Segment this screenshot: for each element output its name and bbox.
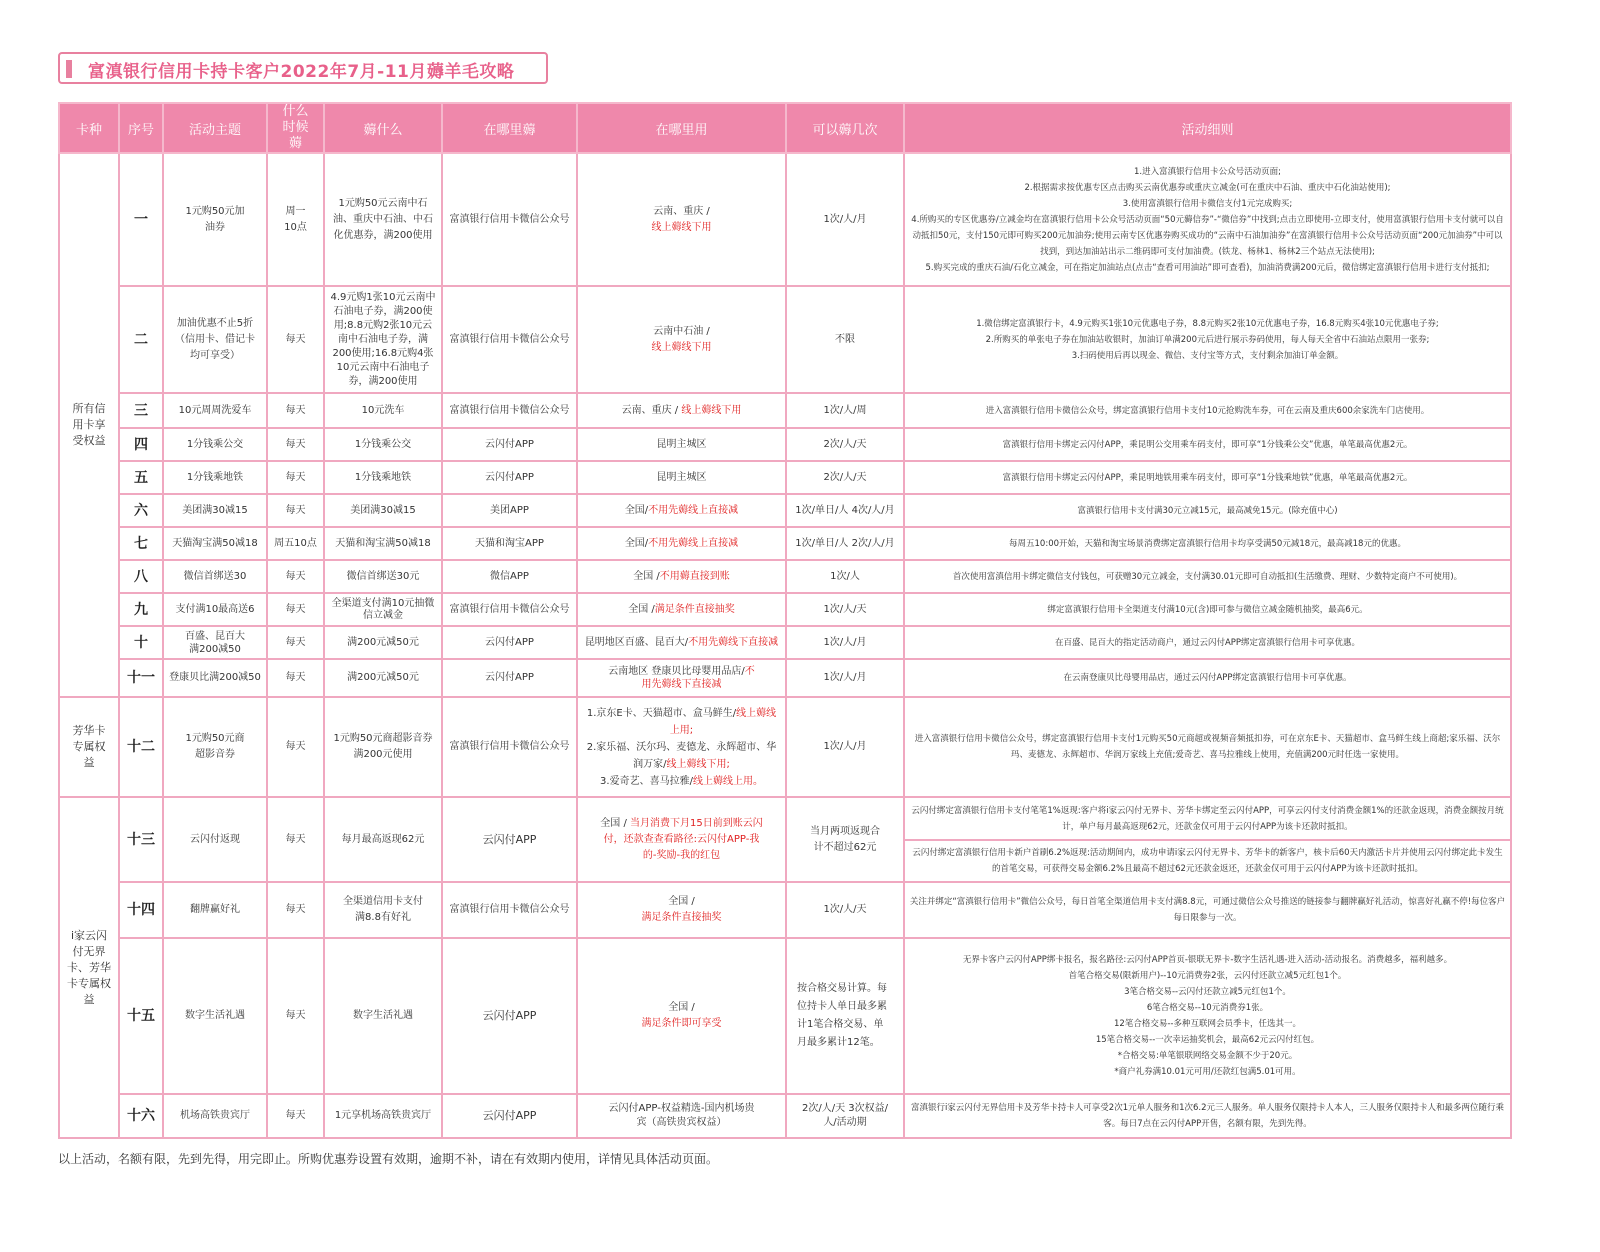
row-times: 2次/人/天 3次权益/人/活动期: [786, 1094, 904, 1138]
header-theme: 活动主题: [163, 103, 267, 153]
row-what: 每月最高返现62元: [324, 797, 442, 882]
row-theme: 数字生活礼遇: [163, 938, 267, 1094]
row-index: 七: [119, 527, 163, 560]
row-details: 富滇银行信用卡绑定云闪付APP，乘昆明公交用乘车码支付，即可享“1分钱乘公交”优惠，单笔最高优惠2元。: [904, 428, 1511, 461]
row-use: 全国 /不用薅直接到账: [577, 560, 786, 593]
footer-note: 以上活动，名额有限，先到先得，用完即止。所购优惠券设置有效期，逾期不补，请在有效期内使用，详情见具体活动页面。: [58, 1152, 719, 1166]
row-details: 云闪付绑定富滇银行信用卡支付笔笔1%返现:客户将i家云闪付无界卡、芳华卡绑定至云闪付APP，可享云闪付支付消费金额1%的还款金返现，消费金额按月统计，单户每月最高返现62元，还款金仅可用于云闪付APP为该卡还款时抵扣。 云闪付绑定富滇银行信用卡新户首刷6.2%返现:活动期间内，成功申请i家云闪付无界卡、芳华卡的新客户，核卡后60天内激活卡片并使用云闪付绑定此卡发生的首笔交易，可获得交易金额6.2%且最高不超过62元还款金返还，还款金仅可用于云闪付APP为该卡还款时抵扣。: [904, 797, 1511, 882]
row-index: 十一: [119, 659, 163, 697]
row-theme: 支付满10最高送6: [163, 593, 267, 626]
row-details: 进入富滇银行信用卡微信公众号，绑定富滇银行信用卡支付1元购买50元商超或视频音频抵扣券，可在京东E卡、天猫超市、盒马鲜生线上商超;家乐福、沃尔玛、麦德龙、永辉超市、华润万家线上充值;爱奇艺、喜马拉雅线上使用，充值满200元时任选一家使用。: [904, 697, 1511, 797]
row-where: 云闪付APP: [442, 461, 577, 494]
row-what: 天猫和淘宝满50减18: [324, 527, 442, 560]
row-use: 全国/不用先薅线上直接减: [577, 494, 786, 527]
row-what: 4.9元购1张10元云南中石油电子券，满200使用;8.8元购2张10元云南中石油电子券，满200使用;16.8元购4张10元云南中石油电子券，满200使用: [324, 286, 442, 393]
header-index: 序号: [119, 103, 163, 153]
table-row: [59, 286, 1511, 393]
row-index: 一: [119, 153, 163, 286]
row-times: 1次/人: [786, 560, 904, 593]
row-times: 按合格交易计算。每位持卡人单日最多累计1笔合格交易、单月最多累计12笔。: [786, 938, 904, 1094]
row-theme: 1分钱乘公交: [163, 428, 267, 461]
row-where: 富滇银行信用卡微信公众号: [442, 697, 577, 797]
table-row: [59, 560, 1511, 593]
row-where: 云闪付APP: [442, 659, 577, 697]
row-use: 云南、重庆 / 线上薅线下用: [577, 393, 786, 428]
row-index: 九: [119, 593, 163, 626]
use-highlight: 线上薅线下用: [651, 221, 712, 233]
row-times: 1次/人/月: [786, 697, 904, 797]
row-details: 每周五10:00开始，天猫和淘宝场景消费绑定富滇银行信用卡均享受满50元减18元，最高减18元的优惠。: [904, 527, 1511, 560]
table-row: [59, 1094, 1511, 1138]
table-row: [59, 882, 1511, 938]
table-row: [59, 461, 1511, 494]
row-details: 在云南登康贝比母婴用品店，通过云闪付APP绑定富滇银行信用卡可享优惠。: [904, 659, 1511, 697]
activity-table: [58, 102, 1512, 1139]
row-when: 每天: [267, 560, 324, 593]
row-index: 十三: [119, 797, 163, 882]
row-times: 当月两项返现合计不超过62元: [786, 797, 904, 882]
row-what: 1分钱乘地铁: [324, 461, 442, 494]
row-use: 全国 / 满足条件直接抽奖: [577, 882, 786, 938]
row-use: 全国/不用先薅线上直接减: [577, 527, 786, 560]
row-theme: 百盛、昆百大满200减50: [163, 626, 267, 659]
row-what: 10元洗车: [324, 393, 442, 428]
row-index: 十四: [119, 882, 163, 938]
row-details: 无界卡客户云闪付APP绑卡报名，报名路径:云闪付APP首页-银联无界卡-数字生活礼遇-进入活动-活动报名。消费越多，福利越多。 首笔合格交易(限新用户)--10元消费券2张，云闪付还款立减5元红包1个。 3笔合格交易--云闪付还款立减5元红包1个。 6笔合格交易--10元消费券1张。 12笔合格交易--多种互联网会员季卡，任选其一。 15笔合格交易--一次幸运抽奖机会，最高62元云闪付红包。 *合格交易:单笔银联网络交易金额不少于20元。 *商户礼券满10.01元可用/还款红包满5.01可用。: [904, 938, 1511, 1094]
row-times: 1次/单日/人 2次/人/月: [786, 527, 904, 560]
row-where: 云闪付APP: [442, 1094, 577, 1138]
row-index: 八: [119, 560, 163, 593]
table-row: [59, 797, 1511, 882]
row-when: 每天: [267, 659, 324, 697]
row-theme: 机场高铁贵宾厅: [163, 1094, 267, 1138]
row-theme: 云闪付返现: [163, 797, 267, 882]
header-when: 什么时候薅: [267, 103, 324, 153]
header-details: 活动细则: [904, 103, 1511, 153]
row-times: 1次/人/周: [786, 393, 904, 428]
row-details: 1.进入富滇银行信用卡公众号活动页面; 2.根据需求按优惠专区点击购买云南优惠券或重庆立减金(可在重庆中石油、重庆中石化油站使用); 3.使用富滇银行信用卡微信支付1元完成购买; 4.所购买的专区优惠券/立减金均在富滇银行信用卡公众号活动页面“50元薅信券”-“微信券”中找到;点击立即使用-立即支付，使用富滇银行信用卡支付就可以自动抵扣50元，支付150元即可购买200元加油券;使用云南专区优惠券购买成功的“云南中石油加油券”在富滇银行信用卡公众号活动页面“200元加油券”中可以找到，到达加油站出示二维码即可支付加油费。(铁龙、杨林1、杨林2三个站点无法使用); 5.购买完成的重庆石油/石化立减金，可在指定加油站点(点击“查看可用油站”即可查看)，加油消费满200元后，微信绑定富滇银行信用卡进行支付抵扣;: [904, 153, 1511, 286]
row-when: 每天: [267, 494, 324, 527]
row-details: 首次使用富滇信用卡绑定微信支付钱包，可获赠30元立减金，支付满30.01元即可自动抵扣(生活缴费、理财、少数特定商户不可使用)。: [904, 560, 1511, 593]
title-accent-bar: [66, 60, 72, 78]
page-title: 富滇银行信用卡持卡客户2022年7月-11月薅羊毛攻略: [88, 62, 515, 82]
row-use: 全国 / 满足条件即可享受: [577, 938, 786, 1094]
row-what: 1元享机场高铁贵宾厅: [324, 1094, 442, 1138]
row-details: 进入富滇银行信用卡微信公众号，绑定富滇银行信用卡支付10元抢购洗车券，可在云南及重庆600余家洗车门店使用。: [904, 393, 1511, 428]
row-details: 富滇银行信用卡绑定云闪付APP，乘昆明地铁用乘车码支付，即可享“1分钱乘地铁”优惠，单笔最高优惠2元。: [904, 461, 1511, 494]
row-use: 云南中石油 / 线上薅线下用: [577, 286, 786, 393]
table-header-row: [59, 103, 1511, 153]
table-row: [59, 938, 1511, 1094]
header-times: 可以薅几次: [786, 103, 904, 153]
row-where: 富滇银行信用卡微信公众号: [442, 393, 577, 428]
row-where: 天猫和淘宝APP: [442, 527, 577, 560]
row-where: 云闪付APP: [442, 797, 577, 882]
row-index: 十二: [119, 697, 163, 797]
row-theme: 10元周周洗爱车: [163, 393, 267, 428]
row-when: 每天: [267, 393, 324, 428]
row-when: 每天: [267, 882, 324, 938]
row-what: 微信首绑送30元: [324, 560, 442, 593]
table-row: [59, 593, 1511, 626]
row-use: 全国 /满足条件直接抽奖: [577, 593, 786, 626]
row-where: 富滇银行信用卡微信公众号: [442, 882, 577, 938]
row-use: 昆明主城区: [577, 461, 786, 494]
row-index: 十五: [119, 938, 163, 1094]
row-index: 五: [119, 461, 163, 494]
row-times: 1次/人/天: [786, 593, 904, 626]
row-what: 满200元减50元: [324, 659, 442, 697]
row-what: 1分钱乘公交: [324, 428, 442, 461]
table-row: [59, 626, 1511, 659]
row-use: 昆明地区百盛、昆百大/不用先薅线下直接减: [577, 626, 786, 659]
table-row: [59, 393, 1511, 428]
table-row: [59, 428, 1511, 461]
row-when: 每天: [267, 1094, 324, 1138]
row-when: 每天: [267, 938, 324, 1094]
card-group-ijia-fanghua: i家云闪付无界卡、芳华卡专属权益: [59, 797, 119, 1138]
row-what: 1元购50元商超影音券满200元使用: [324, 697, 442, 797]
row-use: 云南地区 登康贝比母婴用品店/不用先薅线下直接减: [577, 659, 786, 697]
card-group-fanghua: 芳华卡专属权益: [59, 697, 119, 797]
row-when: 每天: [267, 697, 324, 797]
row-when: 周五10点: [267, 527, 324, 560]
table-row: [59, 697, 1511, 797]
row-use: 全国 / 当月消费下月15日前到账云闪付，还款查查看路径:云闪付APP-我的-奖励-我的红包: [577, 797, 786, 882]
row-index: 六: [119, 494, 163, 527]
row-what: 全渠道支付满10元抽微信立减金: [324, 593, 442, 626]
row-when: 每天: [267, 797, 324, 882]
header-card-type: 卡种: [59, 103, 119, 153]
row-where: 美团APP: [442, 494, 577, 527]
row-details: 关注并绑定“富滇银行信用卡”微信公众号，每日首笔全渠道信用卡支付满8.8元，可通过微信公众号推送的链接参与翻牌赢好礼活动，惊喜好礼赢不停!每位客户每日限参与一次。: [904, 882, 1511, 938]
row-theme: 登康贝比满200减50: [163, 659, 267, 697]
row-where: 富滇银行信用卡微信公众号: [442, 286, 577, 393]
row-what: 数字生活礼遇: [324, 938, 442, 1094]
use-text: 云南、重庆 /: [653, 205, 710, 217]
row-index: 二: [119, 286, 163, 393]
row-when: 每天: [267, 626, 324, 659]
row-times: 2次/人/天: [786, 428, 904, 461]
row-when: 每天: [267, 286, 324, 393]
row-times: 1次/人/月: [786, 153, 904, 286]
row-times: 1次/单日/人 4次/人/月: [786, 494, 904, 527]
table-row: [59, 527, 1511, 560]
card-group-all: 所有信用卡享受权益: [59, 153, 119, 697]
row-index: 三: [119, 393, 163, 428]
row-times: 不限: [786, 286, 904, 393]
row-times: 1次/人/月: [786, 659, 904, 697]
row-theme: 翻牌赢好礼: [163, 882, 267, 938]
table-row: [59, 494, 1511, 527]
row-details: 在百盛、昆百大的指定活动商户，通过云闪付APP绑定富滇银行信用卡可享优惠。: [904, 626, 1511, 659]
header-where-get: 在哪里薅: [442, 103, 577, 153]
title-box: [58, 52, 548, 84]
row-index: 四: [119, 428, 163, 461]
row-use: 1.京东E卡、天猫超市、盒马鲜生/线上薅线上用; 2.家乐福、沃尔玛、麦德龙、永辉超市、华润万家/线上薅线下用; 3.爱奇艺、喜马拉雅/线上薅线上用。: [577, 697, 786, 797]
row-where: 微信APP: [442, 560, 577, 593]
row-where: 云闪付APP: [442, 626, 577, 659]
row-use: 昆明主城区: [577, 428, 786, 461]
row-use: 云闪付APP-权益精选-国内机场贵宾（高铁贵宾权益）: [577, 1094, 786, 1138]
row-details: 富滇银行i家云闪付无界信用卡及芳华卡持卡人可享受2次1元单人服务和1次6.2元三人服务。单人服务仅限持卡人本人，三人服务仅限持卡人和最多两位随行乘客。每日7点在云闪付APP开售，名额有限，先到先得。: [904, 1094, 1511, 1138]
row-where: 富滇银行信用卡微信公众号: [442, 153, 577, 286]
header-what: 薅什么: [324, 103, 442, 153]
row-what: 1元购50元云南中石油、重庆中石油、中石化优惠券，满200使用: [324, 153, 442, 286]
row-theme: 1分钱乘地铁: [163, 461, 267, 494]
row-details: 富滇银行信用卡支付满30元立减15元，最高减免15元。(除充值中心): [904, 494, 1511, 527]
row-when: 每天: [267, 593, 324, 626]
row-theme: 美团满30减15: [163, 494, 267, 527]
row-what: 美团满30减15: [324, 494, 442, 527]
row-details: 1.微信绑定富滇银行卡，4.9元购买1张10元优惠电子券，8.8元购买2张10元优惠电子券，16.8元购买4张10元优惠电子券; 2.所购买的单张电子券在加油站收银时，加油订单满200元后进行展示券码使用，每人每天全省中石油站点限用一张券; 3.扫码使用后再以现金、微信、支付宝等方式，支付剩余加油订单金额。: [904, 286, 1511, 393]
row-theme: 微信首绑送30: [163, 560, 267, 593]
row-where: 云闪付APP: [442, 428, 577, 461]
row-times: 2次/人/天: [786, 461, 904, 494]
row-when: 每天: [267, 461, 324, 494]
row-times: 1次/人/天: [786, 882, 904, 938]
row-use: [577, 153, 786, 286]
table-row: [59, 659, 1511, 697]
row-where: 富滇银行信用卡微信公众号: [442, 593, 577, 626]
table-row: [59, 153, 1511, 286]
row-what: 满200元减50元: [324, 626, 442, 659]
row-index: 十: [119, 626, 163, 659]
row-details: 绑定富滇银行信用卡全渠道支付满10元(含)即可参与微信立减金随机抽奖，最高6元。: [904, 593, 1511, 626]
row-theme: 1元购50元加油券: [163, 153, 267, 286]
row-when: 每天: [267, 428, 324, 461]
row-when: 周一10点: [267, 153, 324, 286]
row-theme: 加油优惠不止5折（信用卡、借记卡均可享受）: [163, 286, 267, 393]
row-where: 云闪付APP: [442, 938, 577, 1094]
row-what: 全渠道信用卡支付满8.8有好礼: [324, 882, 442, 938]
row-theme: 天猫淘宝满50减18: [163, 527, 267, 560]
header-where-use: 在哪里用: [577, 103, 786, 153]
row-theme: 1元购50元商超影音券: [163, 697, 267, 797]
row-index: 十六: [119, 1094, 163, 1138]
row-times: 1次/人/月: [786, 626, 904, 659]
